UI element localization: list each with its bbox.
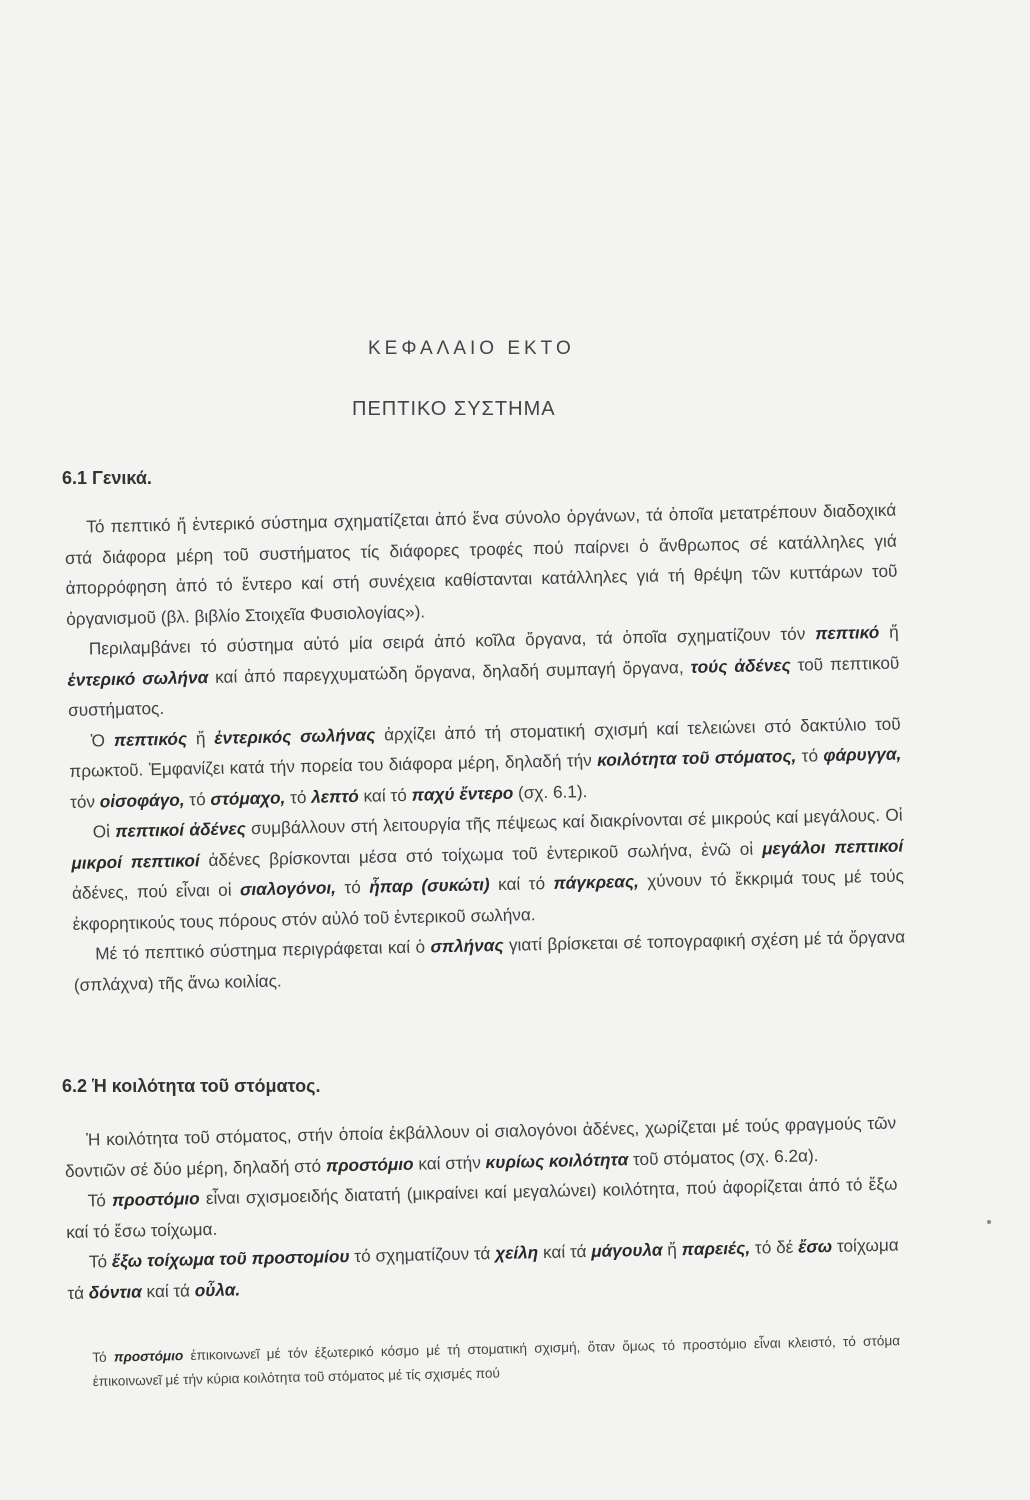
term: κυρίως κοιλότητα: [485, 1148, 629, 1172]
term: προστόμιο: [325, 1153, 414, 1176]
term: πεπτικό: [814, 621, 880, 644]
paragraph-oral-cavity: Ἡ κοιλότητα τοῦ στόματος, στήν ὁποία ἐκβάλλουν οἱ σιαλογόνοι ἀδένες, χωρίζεται μέ τούς φραγμούς τῶν δοντιῶν σέ δύο μέρη, δηλαδή στό προστόμιο καί στήν κυρίως κοιλότητα τοῦ στόματος (σχ. 6.2α).: [64, 1112, 897, 1181]
chapter-title: ΠΕΠΤΙΚΟ ΣΥΣΤΗΜΑ: [352, 398, 556, 420]
term: πεπτικός: [113, 727, 188, 750]
footnote: Τό προστόμιο ἐπικοινωνεῖ μέ τόν ἐξωτερικό κόσμο μέ τή στοματική σχισμή, ὅταν ὅμως τό προστόμιο εἶναι κλειστό, τό στόμα ἐπικοινωνεῖ μέ τήν κύρια κοιλότητα τοῦ στόματος μέ τίς σχισμές πού: [92, 1333, 901, 1389]
term: δόντια: [88, 1280, 142, 1303]
chapter-label: ΚΕΦΑΛΑΙΟ ΕΚΤΟ: [368, 338, 575, 359]
term: ἐντερικός σωλήνας: [214, 724, 376, 748]
scan-speck: [987, 1220, 991, 1224]
section-heading-6-1: 6.1 Γενικά.: [62, 468, 152, 488]
term: κοιλότητα τοῦ στόματος,: [596, 745, 797, 770]
term: μάγουλα: [591, 1239, 663, 1261]
term: φάρυγγα,: [823, 743, 902, 766]
term: χείλη: [494, 1242, 539, 1263]
term: πεπτικοί ἀδένες: [115, 818, 246, 841]
section-heading-6-2: 6.2 Ἡ κοιλότητα τοῦ στόματος.: [62, 1076, 321, 1096]
term: μικροί πεπτικοί: [71, 849, 200, 873]
term: μεγάλοι πεπτικοί: [761, 835, 904, 858]
term: ἔξω τοίχωμα τοῦ προστομίου: [111, 1246, 350, 1272]
paragraph-digestive-tube: Ὁ πεπτικός ἤ ἐντερικός σωλήνας ἀρχίζει ἀπό τή στοματική σχισμή καί τελειώνει στό δακτύλιο τοῦ πρωκτοῦ. Ἐμφανίζει κατά τήν πορεία του διάφορα μέρη, δηλαδή τήν κοιλότητα τοῦ στόματος, τό φάρυγγα, τόν οἰσοφάγο, τό στόμαχο, τό λεπτό καί τό παχύ ἔντερο (σχ. 6.1).: [69, 713, 902, 812]
section-6-1-body: [64, 495, 906, 1000]
term: παχύ ἔντερο: [411, 782, 514, 805]
term: προστόμιο: [111, 1188, 200, 1211]
paragraph-intro: Τό πεπτικό ἤ ἐντερικό σύστημα σχηματίζεται ἀπό ἕνα σύνολο ὀργάνων, τά ὁποῖα μετατρέπουν διαδοχικά στά διάφορα μέρη τοῦ συστήματος τίς διάφορες τροφές πού παίρνει ὁ ἄνθρωπος σέ κατάλληλες γιά ἀπορρόφηση ἀπό τό ἔντερο καί στή συνέχεια καθίστανται κατάλληλες γιά τή θρέψη τῶν κυττάρων τοῦ ὀργανισμοῦ (βλ. βιβλίο Στοιχεῖα Φυσιολογίας»).: [64, 499, 898, 629]
section-6-2-body: [64, 1108, 900, 1308]
term: λεπτό: [311, 785, 359, 807]
term: σιαλογόνοι,: [239, 877, 337, 900]
paragraph-organs: Περιλαμβάνει τό σύστημα αὐτό μία σειρά ἀπό κοῖλα ὄργανα, τά ὁποῖα σχηματίζουν τόν πεπτικό ἤ ἐντερικό σωλήνα καί ἀπό παρεγχυματώδη ὄργανα, δηλαδή συμπαγή ὄργανα, τούς ἀδένες τοῦ πεπτικοῦ συστήματος.: [67, 621, 900, 720]
term: πάγκρεας,: [553, 871, 640, 893]
term: οὖλα.: [194, 1278, 241, 1300]
paragraph-spleen: Μέ τό πεπτικό σύστημα περιγράφεται καί ὁ σπλήνας γιατί βρίσκεται σέ τοπογραφική σχέση μέ τά ὄργανα (σπλάχνα) τῆς ἄνω κοιλίας.: [73, 926, 906, 995]
term: προστόμιο: [113, 1348, 184, 1365]
paragraph-vestibule-walls: Τό ἔξω τοίχωμα τοῦ προστομίου τό σχηματίζουν τά χείλη καί τά μάγουλα ἤ παρειές, τό δέ ἔσω τοίχωμα τά δόντια καί τά οὖλα.: [67, 1234, 899, 1303]
term: ἧπαρ (συκώτι): [368, 874, 490, 897]
term: ἔσω: [797, 1235, 833, 1257]
paragraph-glands: Οἱ πεπτικοί ἀδένες συμβάλλουν στή λειτουργία τῆς πέψεως καί διακρίνονται σέ μικρούς καί μεγάλους. Οἱ μικροί πεπτικοί ἀδένες βρίσκονται μέσα στό τοίχωμα τοῦ ἐντερικοῦ σωλήνα, ἐνῶ οἱ μεγάλοι πεπτικοί ἀδένες, πού εἶναι οἱ σιαλογόνοι, τό ἧπαρ (συκώτι) καί τό πάγκρεας, χύνουν τό ἔκκριμά τους μέ τούς ἐκφορητικούς τους πόρους στόν αὐλό τοῦ ἐντερικοῦ σωλήνα.: [71, 804, 904, 934]
paragraph-vestibule: Τό προστόμιο εἶναι σχισμοειδής διατατή (μικραίνει καί μεγαλώνει) κοιλότητα, πού ἀφορίζεται ἀπό τό ἔξω καί τό ἔσω τοίχωμα.: [66, 1173, 898, 1242]
term: σπλήνας: [430, 934, 504, 957]
term: στόμαχο,: [210, 786, 286, 809]
term: οἰσοφάγο,: [99, 789, 185, 811]
term: τούς ἀδένες: [690, 654, 791, 677]
term: παρειές,: [681, 1237, 751, 1260]
term: ἐντερικό σωλήνα: [67, 666, 209, 690]
